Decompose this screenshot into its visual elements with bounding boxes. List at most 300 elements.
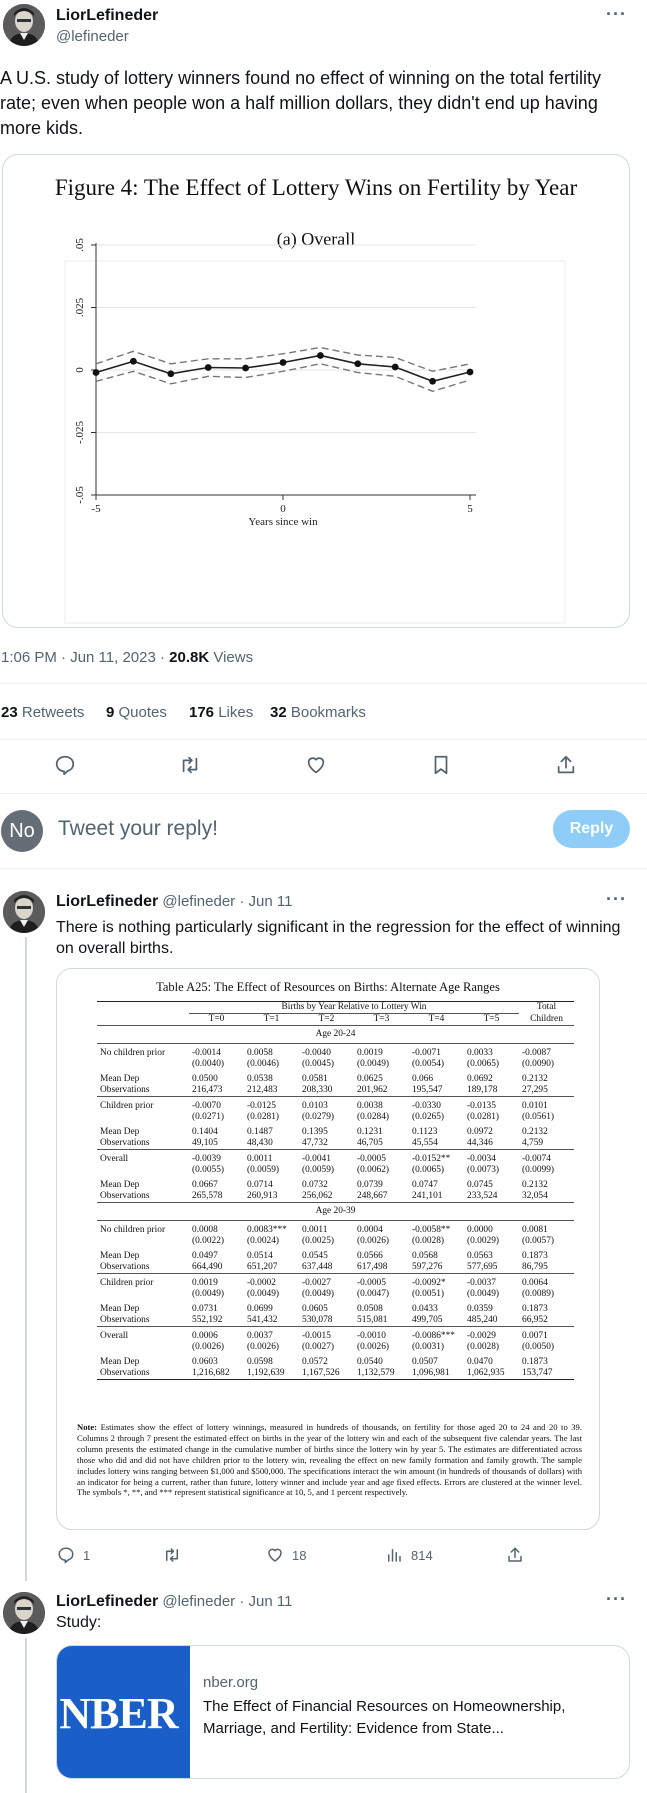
table-cell: 0.0081 [519, 1221, 574, 1237]
table-cell: 0.0103 [299, 1097, 354, 1113]
row-label: Observations [100, 1191, 150, 1201]
share-icon [555, 754, 577, 776]
row-label: Mean Dep [100, 1357, 140, 1367]
tweet-media-figure[interactable] [2, 154, 630, 628]
table-row [97, 1150, 574, 1166]
table-cell: 0.0064 [519, 1274, 574, 1290]
data-point [205, 364, 212, 371]
table-cell: -0.0092* [409, 1274, 464, 1290]
data-point [317, 352, 324, 359]
table-cell: 153,747 [522, 1368, 553, 1378]
table-cell: -0.0330 [409, 1097, 464, 1113]
row-label: Observations [100, 1368, 150, 1378]
table-cell: (0.0027) [302, 1342, 335, 1352]
section-header: Age 20-24 [97, 1026, 574, 1044]
table-cell: 201,962 [357, 1085, 388, 1095]
likes-count: 176 [189, 704, 215, 721]
reply-meta[interactable]: @lefineder · Jun 11 [158, 893, 293, 910]
table-cell: -0.0015 [299, 1327, 354, 1343]
table-cell: 530,078 [302, 1315, 333, 1325]
link-domain: nber.org [203, 1674, 259, 1691]
views-count: 20.8K [169, 649, 210, 666]
table-cell: (0.0265) [412, 1112, 445, 1122]
table-cell: -0.0040 [299, 1044, 354, 1060]
table-row [97, 1044, 574, 1060]
y-tick-label: .025 [74, 297, 86, 318]
avatar[interactable] [3, 891, 45, 933]
table-cell: (0.0057) [522, 1236, 555, 1246]
column-header: T=3 [373, 1014, 390, 1024]
table-cell: (0.0284) [357, 1112, 390, 1122]
heart-icon [266, 1546, 284, 1564]
tweet-text: A U.S. study of lottery winners found no effect of winning on the total fertility rate; even when people won a half million dollars, they didn't end up having more kids. [0, 68, 601, 138]
table-cell: 637,448 [302, 1262, 333, 1272]
table-cell: (0.0028) [412, 1236, 445, 1246]
table-cell: -0.0070 [189, 1097, 244, 1113]
table-cell: 0.0033 [464, 1044, 519, 1060]
table-cell: 0.1873 [522, 1304, 548, 1314]
nber-logo [57, 1646, 190, 1779]
row-label: Mean Dep [100, 1180, 140, 1190]
nber-logo-text: NBER [59, 1688, 178, 1738]
table-cell: (0.0024) [247, 1236, 280, 1246]
table-cell: 1,132,579 [357, 1368, 395, 1378]
x-tick-label: -5 [91, 503, 101, 515]
retweet-button[interactable] [179, 754, 201, 781]
table-cell: -0.0041 [299, 1150, 354, 1166]
table-cell: 0.0538 [247, 1074, 273, 1084]
table-cell: 241,101 [412, 1191, 443, 1201]
table-corner [97, 1002, 189, 1014]
table-cell: 0.0507 [412, 1357, 438, 1367]
table-row [97, 1123, 574, 1138]
table-cell: 216,473 [192, 1085, 223, 1095]
portrait-icon [3, 4, 45, 46]
table-cell: 552,192 [192, 1315, 223, 1325]
table-cell: 0.0514 [247, 1251, 273, 1261]
table-cell: 0.0083*** [244, 1221, 299, 1237]
table-cell: -0.0037 [464, 1274, 519, 1290]
link-card[interactable] [56, 1645, 630, 1779]
table-cell: 0.0058 [244, 1044, 299, 1060]
table-cell: 0.0605 [302, 1304, 328, 1314]
table-cell: (0.0031) [412, 1342, 445, 1352]
views-label: Views [209, 649, 254, 666]
row-label: Observations [100, 1085, 150, 1095]
table-cell: -0.0014 [189, 1044, 244, 1060]
row-label [97, 1342, 189, 1353]
group-header: Births by Year Relative to Lottery Win [189, 1002, 519, 1014]
table-cell: (0.0099) [522, 1165, 555, 1175]
row-label: Observations [100, 1262, 150, 1272]
table-cell: 0.0731 [192, 1304, 218, 1314]
table-cell: 1,062,935 [467, 1368, 505, 1378]
table-row [97, 1262, 574, 1274]
reply-text: Study: [56, 1614, 102, 1631]
table-cell: 499,705 [412, 1315, 443, 1325]
table-cell: (0.0022) [192, 1236, 225, 1246]
column-header: T=1 [263, 1014, 280, 1024]
table-cell: (0.0026) [192, 1342, 225, 1352]
table-cell: 27,295 [522, 1085, 548, 1095]
table-cell: (0.0049) [467, 1289, 500, 1299]
row-label [97, 1112, 189, 1123]
data-point [130, 358, 137, 365]
divider [0, 793, 647, 794]
like-button[interactable] [266, 1546, 306, 1564]
table-cell: (0.0281) [467, 1112, 500, 1122]
results-table [97, 1001, 574, 1380]
avatar[interactable] [3, 4, 45, 46]
table-row [97, 1368, 574, 1380]
table-cell: 0.2132 [522, 1180, 548, 1190]
table-cell: (0.0090) [522, 1059, 555, 1069]
quotes-count: 9 [106, 704, 115, 721]
table-cell: 0.0625 [357, 1074, 383, 1084]
table-cell: 0.0598 [247, 1357, 273, 1367]
retweet-icon [163, 1546, 181, 1564]
table-cell: 0.1404 [192, 1127, 218, 1137]
table-row [97, 1112, 574, 1123]
column-header: T=0 [208, 1014, 225, 1024]
table-cell: -0.0125 [244, 1097, 299, 1113]
table-cell: (0.0045) [302, 1059, 335, 1069]
data-point [467, 369, 474, 376]
y-tick-label: -.05 [74, 486, 86, 504]
table-cell: (0.0049) [247, 1289, 280, 1299]
figure-subtitle: (a) Overall [276, 229, 356, 249]
table-cell: 0.0692 [467, 1074, 493, 1084]
line-chart [3, 155, 629, 627]
analytics-icon [385, 1546, 403, 1564]
share-button[interactable] [506, 1546, 524, 1569]
table-cell: 0.1487 [247, 1127, 273, 1137]
author-handle[interactable]: @lefineder [56, 28, 129, 45]
table-cell: 0.0581 [302, 1074, 328, 1084]
table-cell: 0.1873 [522, 1251, 548, 1261]
data-point [167, 370, 174, 377]
figure-title: Figure 4: The Effect of Lottery Wins on Fertility by Year [54, 175, 578, 200]
table-corner [97, 1014, 189, 1026]
table-cell: (0.0040) [192, 1059, 225, 1069]
table-cell: 577,695 [467, 1262, 498, 1272]
reply-count: 1 [83, 1547, 91, 1563]
table-cell: 0.0699 [247, 1304, 273, 1314]
table-cell: (0.0054) [412, 1059, 445, 1069]
table-cell: 48,430 [247, 1138, 273, 1148]
avatar[interactable] [3, 1592, 45, 1634]
reply-button-submit[interactable]: Reply [553, 810, 630, 848]
row-label [97, 1059, 189, 1070]
table-cell: (0.0089) [522, 1289, 555, 1299]
tweet-media-table[interactable] [56, 968, 600, 1530]
table-cell: 0.0019 [354, 1044, 409, 1060]
table-cell: 0.0038 [354, 1097, 409, 1113]
table-cell: 0.0101 [519, 1097, 574, 1113]
table-cell: (0.0029) [467, 1236, 500, 1246]
table-cell: 1,192,639 [247, 1368, 285, 1378]
row-label: Children prior [97, 1274, 189, 1290]
table-cell: 1,167,526 [302, 1368, 340, 1378]
retweet-button[interactable] [163, 1546, 181, 1569]
table-cell: 651,207 [247, 1262, 278, 1272]
link-title: The Effect of Financial Resources on Homeownership, Marriage, and Fertility: Evidence from State... [203, 1698, 566, 1737]
data-point [392, 364, 399, 371]
table-cell: 0.0500 [192, 1074, 218, 1084]
row-label: Observations [100, 1315, 150, 1325]
data-point [242, 365, 249, 372]
note-label: Note: [77, 1422, 98, 1432]
quotes-stat[interactable] [106, 704, 167, 721]
table-cell: 0.0545 [302, 1251, 328, 1261]
column-header-total: Children [530, 1013, 563, 1024]
column-header: T=2 [318, 1014, 335, 1024]
table-cell: 0.0667 [192, 1180, 218, 1190]
column-header: T=5 [483, 1014, 500, 1024]
reply-icon [57, 1546, 75, 1564]
table-row [97, 1059, 574, 1070]
divider [0, 739, 647, 740]
table-row [97, 1176, 574, 1191]
compose-avatar[interactable]: No [1, 810, 43, 852]
table-cell: 45,554 [412, 1138, 438, 1148]
table-cell: 0.066 [412, 1074, 434, 1084]
reply-icon [54, 754, 76, 776]
section-header: Age 20-39 [97, 1203, 574, 1221]
table-row [97, 1289, 574, 1300]
reply-button[interactable] [54, 754, 76, 781]
table-cell: 0.0470 [467, 1357, 493, 1367]
table-cell: 208,330 [302, 1085, 333, 1095]
total-header: Total [519, 1002, 574, 1014]
table-row [97, 1274, 574, 1290]
table-row [97, 1353, 574, 1368]
table-cell: 0.1231 [357, 1127, 383, 1137]
table-cell: 541,432 [247, 1315, 278, 1325]
table-cell: (0.0561) [522, 1112, 555, 1122]
y-tick-label: -.025 [74, 421, 86, 444]
table-cell: (0.0046) [247, 1059, 280, 1069]
y-tick-label: .05 [74, 238, 86, 252]
table-cell: -0.0152** [409, 1150, 464, 1166]
row-label [97, 1289, 189, 1300]
reply-header [56, 893, 292, 911]
more-options-button[interactable]: ··· [606, 1589, 627, 1609]
table-cell: (0.0026) [357, 1236, 390, 1246]
table-cell: 0.0747 [412, 1180, 438, 1190]
retweet-icon [179, 754, 201, 776]
x-axis-label: Years since win [248, 516, 318, 528]
table-cell: (0.0047) [357, 1289, 390, 1299]
table-cell: 0.0000 [464, 1221, 519, 1237]
reply-input[interactable]: Tweet your reply! [58, 817, 218, 840]
table-cell: -0.0058** [409, 1221, 464, 1237]
table-cell: 44,346 [467, 1138, 493, 1148]
table-cell: -0.0034 [464, 1150, 519, 1166]
table-row [97, 1315, 574, 1327]
table-cell: -0.0074 [519, 1150, 574, 1166]
table-cell: 0.1873 [522, 1357, 548, 1367]
y-tick-label: 0 [74, 367, 86, 373]
row-label: Mean Dep [100, 1127, 140, 1137]
portrait-icon [3, 1592, 45, 1634]
data-point [354, 360, 361, 367]
table-row [97, 1327, 574, 1343]
table-cell: 0.0603 [192, 1357, 218, 1367]
table-cell: (0.0279) [302, 1112, 335, 1122]
table-cell: (0.0271) [192, 1112, 225, 1122]
data-point [429, 378, 436, 385]
reply-header [56, 1593, 292, 1611]
table-row [97, 1300, 574, 1315]
table-cell: (0.0065) [467, 1059, 500, 1069]
table-cell: -0.0005 [354, 1150, 409, 1166]
table-row [97, 1070, 574, 1085]
table-cell: 46,705 [357, 1138, 383, 1148]
likes-stat[interactable] [189, 704, 253, 721]
like-count: 18 [292, 1547, 307, 1563]
like-button[interactable] [305, 754, 327, 781]
table-cell: 0.1395 [302, 1127, 328, 1137]
table-cell: -0.0071 [409, 1044, 464, 1060]
table-note [77, 1422, 582, 1498]
timestamp[interactable] [1, 649, 253, 666]
table-cell: 0.0011 [299, 1221, 354, 1237]
table-cell: (0.0281) [247, 1112, 280, 1122]
table-cell: (0.0049) [192, 1289, 225, 1299]
table-cell: 1,096,981 [412, 1368, 450, 1378]
view-count: 814 [411, 1547, 433, 1563]
table-cell: -0.0002 [244, 1274, 299, 1290]
reply-button[interactable] [57, 1546, 90, 1564]
table-cell: 1,216,682 [192, 1368, 230, 1378]
table-cell: (0.0050) [522, 1342, 555, 1352]
table-cell: 597,276 [412, 1262, 443, 1272]
table-cell: 0.0563 [467, 1251, 493, 1261]
table-cell: 0.0359 [467, 1304, 493, 1314]
table-cell: 32,054 [522, 1191, 548, 1201]
table-cell: 47,732 [302, 1138, 328, 1148]
table-cell: (0.0059) [247, 1165, 280, 1175]
table-row [97, 1097, 574, 1113]
table-cell: 0.0714 [247, 1180, 273, 1190]
heart-icon [305, 754, 327, 776]
row-label: No children prior [97, 1044, 189, 1060]
reply-text: There is nothing particularly significant in the regression for the effect of winning on overall births. [56, 919, 621, 957]
row-label: Overall [97, 1150, 189, 1166]
table-cell: 0.0972 [467, 1127, 493, 1137]
table-cell: 0.0037 [244, 1327, 299, 1343]
table-row [97, 1221, 574, 1237]
link-card-body [190, 1646, 613, 1778]
table-cell: -0.0005 [354, 1274, 409, 1290]
more-options-button[interactable]: ··· [606, 4, 627, 24]
bookmarks-label: Bookmarks [286, 704, 366, 721]
retweets-stat[interactable] [1, 704, 84, 721]
row-label [97, 1236, 189, 1247]
table-cell: 189,178 [467, 1085, 498, 1095]
table-cell: (0.0051) [412, 1289, 445, 1299]
views-button[interactable] [385, 1546, 433, 1564]
table-row [97, 1191, 574, 1203]
retweets-count: 23 [1, 704, 18, 721]
table-cell: -0.0039 [189, 1150, 244, 1166]
reply-meta[interactable]: @lefineder · Jun 11 [158, 1593, 293, 1610]
divider [0, 868, 647, 869]
share-button[interactable] [555, 754, 577, 781]
table-cell: 0.0497 [192, 1251, 218, 1261]
bookmark-button[interactable] [430, 754, 452, 781]
share-icon [506, 1546, 524, 1564]
table-cell: 617,498 [357, 1262, 388, 1272]
table-cell: 265,578 [192, 1191, 223, 1201]
x-tick-label: 0 [280, 503, 286, 515]
table-cell: 0.0019 [189, 1274, 244, 1290]
table-cell: (0.0049) [302, 1289, 335, 1299]
row-label: Mean Dep [100, 1251, 140, 1261]
table-cell: 0.2132 [522, 1074, 548, 1084]
table-cell: 256,062 [302, 1191, 333, 1201]
author-name[interactable]: LiorLefineder [56, 1593, 159, 1610]
table-cell: 0.0433 [412, 1304, 438, 1314]
table-cell: (0.0049) [357, 1059, 390, 1069]
table-cell: 515,081 [357, 1315, 388, 1325]
row-label: Observations [100, 1138, 150, 1148]
data-point [93, 369, 100, 376]
table-cell: -0.0027 [299, 1274, 354, 1290]
table-cell: (0.0028) [467, 1342, 500, 1352]
table-cell: (0.0026) [357, 1342, 390, 1352]
row-label [97, 1165, 189, 1176]
author-name[interactable]: LiorLefineder [56, 893, 159, 910]
table-cell: 248,667 [357, 1191, 388, 1201]
table-row [97, 1247, 574, 1262]
table-cell: -0.0087 [519, 1044, 574, 1060]
table-cell: 0.0011 [244, 1150, 299, 1166]
table-cell: -0.0010 [354, 1327, 409, 1343]
table-cell: 0.0008 [189, 1221, 244, 1237]
likes-label: Likes [214, 704, 254, 721]
column-header: T=4 [428, 1014, 445, 1024]
table-cell: 0.0540 [357, 1357, 383, 1367]
table-cell: -0.0029 [464, 1327, 519, 1343]
table-cell: (0.0073) [467, 1165, 500, 1175]
bookmark-icon [430, 754, 452, 776]
table-cell: (0.0065) [412, 1165, 445, 1175]
table-cell: 485,240 [467, 1315, 498, 1325]
table-row [97, 1085, 574, 1097]
retweets-label: Retweets [17, 704, 85, 721]
row-label: Overall [97, 1327, 189, 1343]
table-row [97, 1138, 574, 1150]
table-bottom-rule [97, 1380, 574, 1381]
table-cell: 0.0568 [412, 1251, 438, 1261]
note-text: Estimates show the effect of lottery winnings, measured in hundreds of thousands, on fertility for those aged 20 to 24 and 20 to 39. Columns 2 through 7 present the estimated effect on births in the year of the lottery win and each of the subsequent five calendar years. The last column presents the estimated change in the cumulative number of births since the lottery win by year 5. The estimates are differentiated across those who did and did not have children prior to the lottery win, revealing the effect on new family formation and family growth. The sample includes lottery wins ranging between $1,000 and $500,000. The specifications interact the win amount (in hundreds of thousands of dollars) with an indicator for being a current, rather than future, lottery winner and include year and age fixed effects. Errors are clustered at the winner level. The symbols *, **, and *** represent statistical significance at 10, 5, and 1 percent respectively. [77, 1422, 582, 1498]
table-cell: 49,105 [192, 1138, 218, 1148]
results-table-wrap [97, 1001, 574, 1380]
table-cell: (0.0059) [302, 1165, 335, 1175]
table-cell: 0.0004 [354, 1221, 409, 1237]
table-row [97, 1165, 574, 1176]
more-options-button[interactable]: ··· [606, 889, 627, 909]
row-label: Mean Dep [100, 1304, 140, 1314]
table-row [97, 1236, 574, 1247]
table-cell: 0.0006 [189, 1327, 244, 1343]
x-tick-label: 5 [467, 503, 473, 515]
table-cell: 0.0566 [357, 1251, 383, 1261]
author-name[interactable]: LiorLefineder [56, 7, 159, 24]
bookmarks-stat[interactable] [270, 704, 366, 721]
